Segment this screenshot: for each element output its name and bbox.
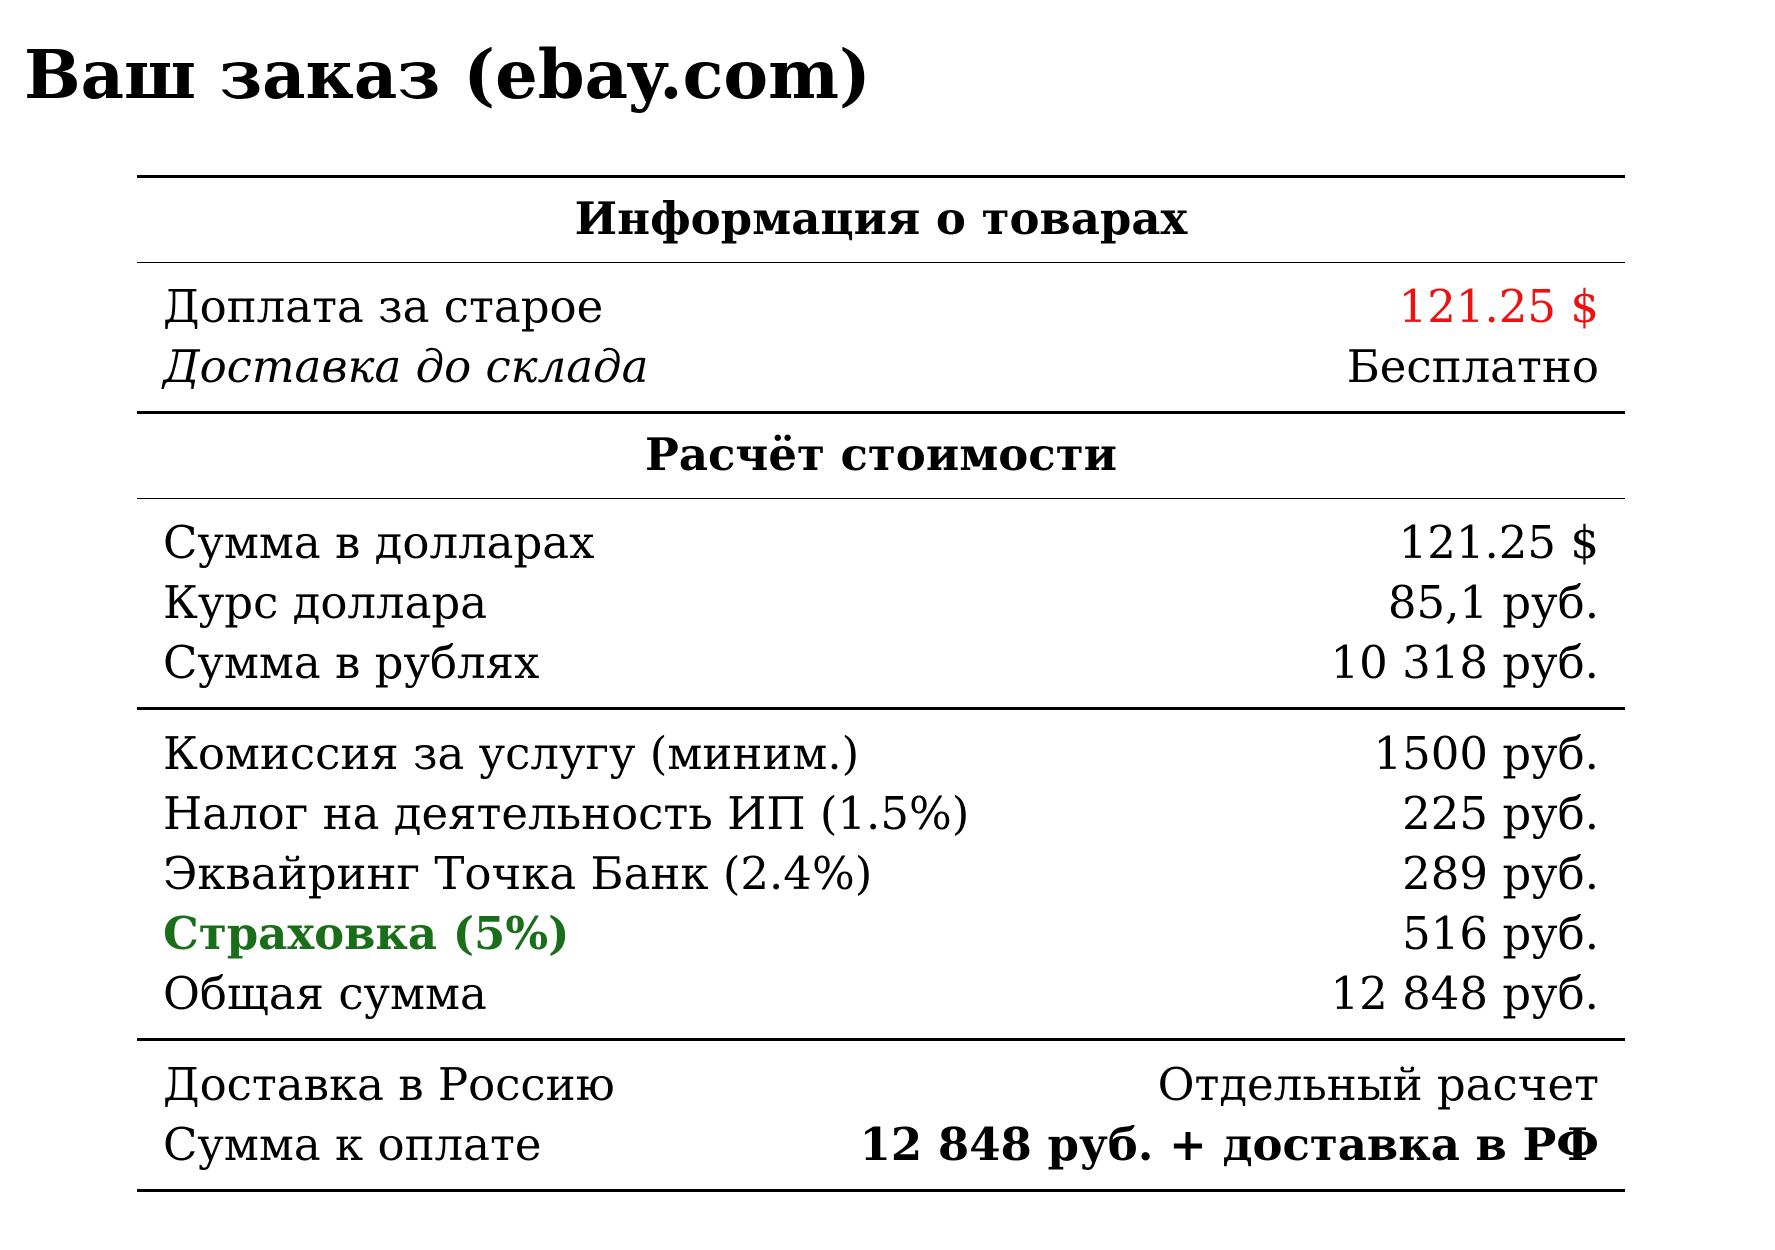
table-bottom-rule: [137, 1189, 1625, 1192]
row-value-usd-sum: 121.25 $: [1398, 516, 1599, 569]
row-value-total: 12 848 руб.: [1330, 967, 1599, 1020]
row-value-usd-rate: 85,1 руб.: [1387, 576, 1599, 629]
row-label-tax: Налог на деятельность ИП (1.5%): [163, 787, 970, 840]
page-title: Ваш заказ (ebay.com): [24, 35, 871, 114]
row-label-surcharge: Доплата за старое: [163, 280, 604, 333]
row-label-total: Общая сумма: [163, 967, 487, 1020]
row-label-usd-rate: Курс доллара: [163, 576, 488, 629]
row-label-rub-sum: Сумма в рублях: [163, 636, 540, 689]
row-label-acquiring: Эквайринг Точка Банк (2.4%): [163, 847, 873, 900]
row-label-usd-sum: Сумма в долларах: [163, 516, 595, 569]
row-value-rub-sum: 10 318 руб.: [1330, 636, 1599, 689]
table-row: [163, 844, 1599, 904]
table-row: [163, 1115, 1599, 1175]
table-row: [163, 1055, 1599, 1115]
cost-calc-header: Расчёт стоимости: [645, 428, 1117, 481]
row-value-amount-due: 12 848 руб. + доставка в РФ: [859, 1118, 1599, 1171]
fee-rows: [137, 710, 1625, 1038]
table-row: [163, 904, 1599, 964]
row-value-service-fee: 1500 руб.: [1373, 727, 1599, 780]
table-row: [163, 724, 1599, 784]
table-row: [163, 784, 1599, 844]
table-row: [163, 513, 1599, 573]
row-value-tax: 225 руб.: [1402, 787, 1599, 840]
table-row: [163, 633, 1599, 693]
table-row: [163, 573, 1599, 633]
product-info-header: Информация о товарах: [574, 192, 1188, 245]
conversion-rows: [137, 499, 1625, 707]
row-label-insurance: Страховка (5%): [163, 907, 570, 960]
table-row: [163, 277, 1599, 337]
row-value-warehouse-delivery: Бесплатно: [1346, 340, 1599, 393]
row-label-warehouse-delivery: Доставка до склада: [163, 340, 649, 393]
table-row: [163, 964, 1599, 1024]
final-rows: [137, 1041, 1625, 1189]
row-value-insurance: 516 руб.: [1402, 907, 1599, 960]
product-info-rows: [137, 263, 1625, 411]
row-label-amount-due: Сумма к оплате: [163, 1118, 542, 1171]
row-value-surcharge: 121.25 $: [1398, 280, 1599, 333]
order-summary-table: [137, 175, 1625, 1192]
row-value-russia-delivery: Отдельный расчет: [1157, 1058, 1599, 1111]
row-label-russia-delivery: Доставка в Россию: [163, 1058, 615, 1111]
table-row: [163, 337, 1599, 397]
row-value-acquiring: 289 руб.: [1402, 847, 1599, 900]
row-label-service-fee: Комиссия за услугу (миним.): [163, 727, 860, 780]
